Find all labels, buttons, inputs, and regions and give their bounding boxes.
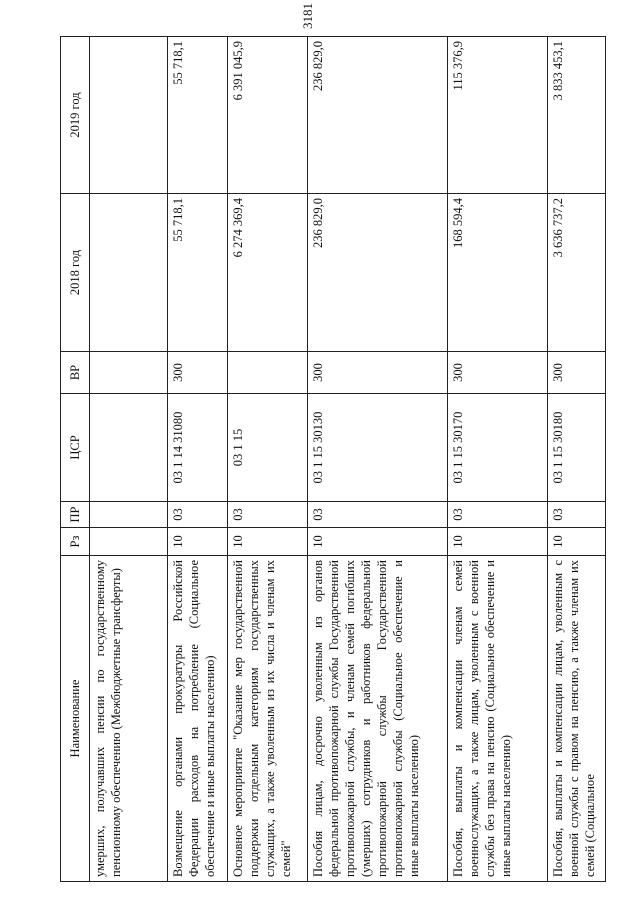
row-2019 xyxy=(90,37,168,194)
header-rz: Рз xyxy=(61,528,90,556)
budget-table-frame xyxy=(60,37,600,882)
table-row xyxy=(308,37,448,882)
row-csr: 03 1 15 30130 xyxy=(308,394,448,502)
header-name: Наименование xyxy=(61,556,90,882)
table-header-row xyxy=(61,37,90,882)
row-csr: 03 1 15 xyxy=(228,394,308,502)
budget-table xyxy=(60,36,606,882)
row-pr: 03 xyxy=(168,502,228,528)
row-vr: 300 xyxy=(548,352,606,394)
row-vr xyxy=(90,352,168,394)
row-name: умерших, получавших пенсии по государственному пенсионному обеспечению (Межбюджетные трансферты) xyxy=(90,556,168,882)
header-2019: 2019 год xyxy=(61,37,90,194)
row-csr: 03 1 14 31080 xyxy=(168,394,228,502)
row-name: Пособия, выплаты и компенсации лицам, уволенным с военной службы с правом на пенсию, а также членам их семей (Социальное xyxy=(548,556,606,882)
row-csr: 03 1 15 30180 xyxy=(548,394,606,502)
row-2019: 236 829,0 xyxy=(308,37,448,194)
table-row xyxy=(90,37,168,882)
row-pr: 03 xyxy=(548,502,606,528)
row-rz: 10 xyxy=(448,528,548,556)
row-2019: 55 718,1 xyxy=(168,37,228,194)
row-rz: 10 xyxy=(308,528,448,556)
row-2019: 6 391 045,9 xyxy=(228,37,308,194)
header-2018: 2018 год xyxy=(61,194,90,352)
row-2019: 3 833 453,1 xyxy=(548,37,606,194)
row-pr xyxy=(90,502,168,528)
row-2018: 6 274 369,4 xyxy=(228,194,308,352)
row-pr: 03 xyxy=(308,502,448,528)
row-vr xyxy=(228,352,308,394)
header-vr: ВР xyxy=(61,352,90,394)
table-row xyxy=(228,37,308,882)
row-vr: 300 xyxy=(308,352,448,394)
table-row xyxy=(548,37,606,882)
row-name: Пособия лицам, досрочно уволенным из органов федеральной противопожарной службы Государственной противопожарной службы, и членам семей погибших (умерших) сотрудников и работников федеральной противопожарной службы Государственной противопожарной службы (Социальное обеспечение и иные выплаты населению) xyxy=(308,556,448,882)
row-2019: 115 376,9 xyxy=(448,37,548,194)
header-pr: ПР xyxy=(61,502,90,528)
row-name: Основное мероприятие "Оказание мер государственной поддержки отдельным категориям государственных служащих, а также уволенным из их числа и членам их семей" xyxy=(228,556,308,882)
row-2018: 168 594,4 xyxy=(448,194,548,352)
row-pr: 03 xyxy=(228,502,308,528)
row-rz xyxy=(90,528,168,556)
row-csr: 03 1 15 30170 xyxy=(448,394,548,502)
page-number: 3181 xyxy=(300,3,315,29)
row-2018 xyxy=(90,194,168,352)
row-name: Возмещение органами прокуратуры Российской Федерации расходов на потребление (Социальное обеспечение и иные выплаты населению) xyxy=(168,556,228,882)
row-pr: 03 xyxy=(448,502,548,528)
table-row xyxy=(448,37,548,882)
row-2018: 3 636 737,2 xyxy=(548,194,606,352)
row-2018: 236 829,0 xyxy=(308,194,448,352)
row-2018: 55 718,1 xyxy=(168,194,228,352)
header-csr: ЦСР xyxy=(61,394,90,502)
table-row xyxy=(168,37,228,882)
row-rz: 10 xyxy=(168,528,228,556)
row-vr: 300 xyxy=(168,352,228,394)
row-name: Пособия, выплаты и компенсации членам семей военнослужащих, а также лицам, уволенным с военной службы без права на пенсию (Социальное обеспечение и иные выплаты населению) xyxy=(448,556,548,882)
row-rz: 10 xyxy=(548,528,606,556)
row-vr: 300 xyxy=(448,352,548,394)
row-rz: 10 xyxy=(228,528,308,556)
row-csr xyxy=(90,394,168,502)
